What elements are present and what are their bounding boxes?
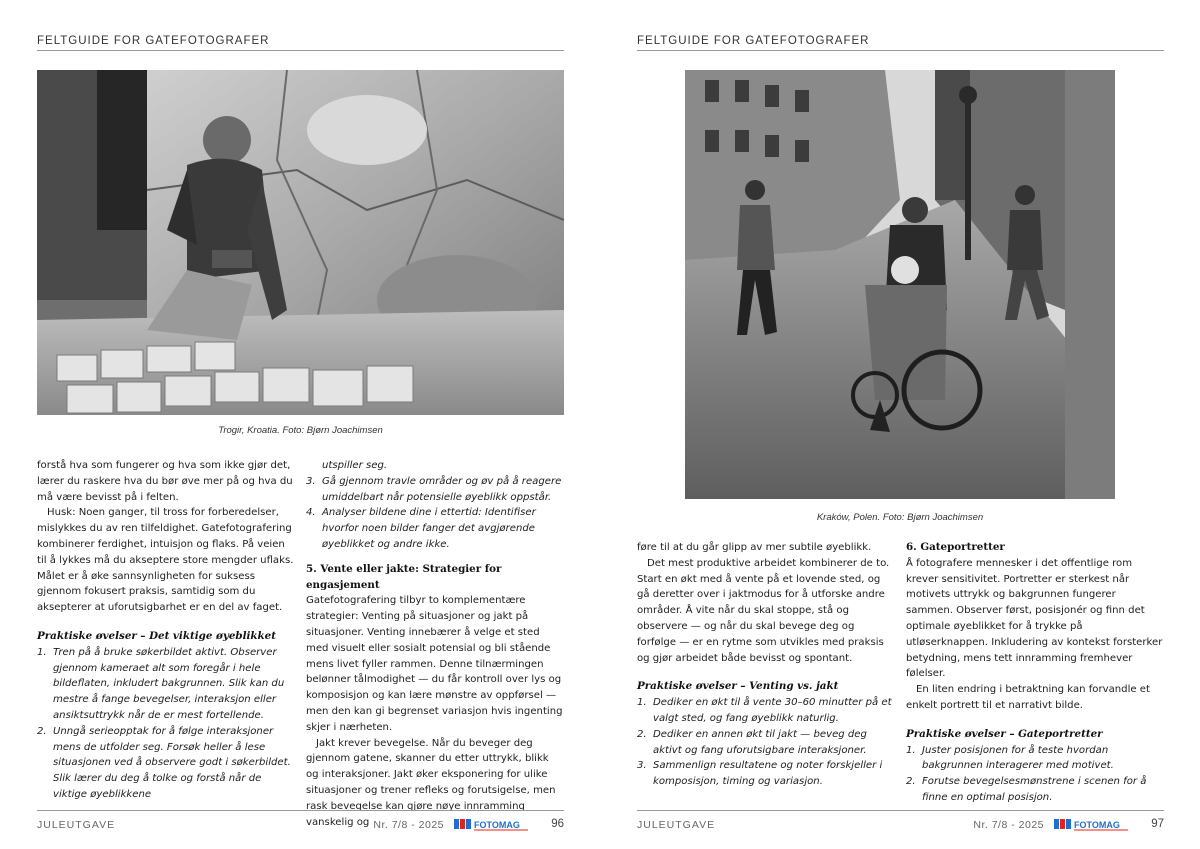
left-column-1 [37, 458, 295, 803]
list-item: 1. Juster posisjonen for å teste hvordan bakgrunnen interagerer med motivet. [906, 744, 1114, 772]
running-head: FELTGUIDE FOR GATEFOTOGRAFER [637, 35, 1164, 51]
right-column-1 [637, 540, 895, 790]
exercise-list [906, 743, 1164, 806]
right-column-2 [906, 531, 1164, 806]
list-item: 1. Dediker en økt til å vente 30–60 minutter på et valgt sted, og fang øyeblikk naturlig. [637, 697, 892, 724]
paragraph: forstå hva som fungerer og hva som ikke gjør det, lærer du raskere hva du bør øve mer på og hva du må være bevisst på i felten. [37, 460, 293, 503]
list-item: 3. Gå gjennom travle områder og øv på å reagere umiddelbart når potensielle øyeblikk oppstår. [306, 475, 562, 503]
photo-trogir [37, 70, 564, 415]
list-item: 4. Analyser bildene dine i ettertid: Identifiser hvorfor noen bilder fanger det avgjørende øyeblikket og andre ikke. [306, 507, 536, 550]
running-head: FELTGUIDE FOR GATEFOTOGRAFER [37, 35, 564, 51]
exercises-heading: Praktiske øvelser – Gateportretter [906, 727, 1103, 740]
photo-trogir-image [37, 70, 564, 415]
page-number: 96 [551, 818, 564, 830]
paragraph: Jakt krever bevegelse. Når du beveger deg gjennom gatene, skanner du etter uttrykk, blikk og interaksjoner. Jakt øker eksponering for ulike situasjoner og trener refleks og forutsigelse, men rask bevegelse kan gjøre nøye innramming vanskelig og [306, 737, 556, 828]
edition-label: JULEUTGAVE [37, 819, 116, 831]
list-item: 2. Dediker en annen økt til jakt — beveg deg aktivt og fang uforutsigbare interaksjoner. [637, 728, 867, 756]
page-footer [637, 810, 1164, 834]
section-heading: 6. Gateportretter [906, 541, 1005, 553]
svg-text:FOTOMAG: FOTOMAG [474, 820, 520, 830]
section-heading: 5. Vente eller jakte: Strategier for engasjement [306, 562, 502, 591]
paragraph: Å fotografere mennesker i det offentlige rom krever sensitivitet. Portretter er sterkest når motivets uttrykk og bakgrunnen fungerer sammen. Observer først, posisjonér og finn det optimale øyeblikket for å trykke på utløserknappen. Inkludering av kontekst forsterker betydning, mens tett innramming fremhever følelser. [906, 557, 1163, 680]
issue-label: Nr. 7/8 - 2025 [973, 819, 1044, 831]
paragraph: En liten endring i betraktning kan forvandle et enkelt portrett til et narrativt bilde. [906, 684, 1150, 711]
list-item: 2. Unngå serieopptak for å følge interaksjoner mens de utfolder seg. Forsøk heller å lese situasjonen ved å observere godt i søkerbildet. Slik lærer du deg å tolke og forstå når de viktige øyeblikkene [37, 725, 291, 800]
photo-caption: Kraków, Polen. Foto: Bjørn Joachimsen [816, 512, 984, 523]
right-page [600, 0, 1200, 849]
photo-caption: Trogir, Kroatia. Foto: Bjørn Joachimsen [218, 425, 383, 436]
exercises-heading: Praktiske øvelser – Venting vs. jakt [637, 680, 839, 693]
page-number: 97 [1151, 818, 1164, 830]
issue-label: Nr. 7/8 - 2025 [373, 819, 444, 831]
paragraph: Husk: Noen ganger, til tross for forberedelser, mislykkes du av ren tilfeldighet. Gatefotografering kombinerer ferdighet, intuisjon og flaks. På veien til å lykkes må du akseptere store mengder uflaks. Målet er å øke sannsynligheten for suksess gjennom fokusert praksis, samtidig som du aksepterer at uforutsigbarhet er en del av faget. [37, 507, 294, 614]
page-footer [37, 810, 564, 834]
list-item: 1. Tren på å bruke søkerbildet aktivt. Observer gjennom kameraet alt som foregår i hele bildeflaten, inkludert bakgrunnen. Slik kan du mestre å fange bevegelser, interaksjon eller ansiktsuttrykk når de er mest fortellende. [37, 646, 285, 721]
photo-krakow-image [685, 70, 1115, 499]
paragraph: Det mest produktive arbeidet kombinerer de to. Start en økt med å vente på et lovende sted, og gå deretter over i jaktmodus for å utforske andre områder. Å vite når du skal stoppe, stå og observere — og når du skal bevege deg og forfølge — er en rytme som utvikles med praksis og gjør arbeidet både bevisst og spontant. [637, 557, 890, 664]
photo-krakow [685, 70, 1115, 499]
paragraph: føre til at du går glipp av mer subtile øyeblikk. [637, 542, 872, 553]
exercise-list [37, 645, 295, 803]
list-item: 3. Sammenlign resultatene og noter forskjeller i komposisjon, timing og variasjon. [637, 760, 883, 788]
exercises-heading: Praktiske øvelser – Det viktige øyeblikket [37, 629, 276, 642]
left-column-2 [306, 458, 564, 830]
list-item: 2. Forutse bevegelsesmønstrene i scenen for å finne en optimal posisjon. [906, 776, 1147, 803]
fotomag-logo [454, 817, 530, 831]
edition-label: JULEUTGAVE [637, 819, 716, 831]
svg-text:FOTOMAG: FOTOMAG [1074, 820, 1120, 830]
exercise-list [637, 695, 895, 790]
list-item-continued: utspiller seg. [322, 460, 388, 471]
paragraph: Gatefotografering tilbyr to komplementære strategier: Venting på situasjoner og jakt på situasjoner. Venting innebærer å velge et sted med visuelt eller sosialt potensial og bli stående mens livet fyller rammen. Denne tilnærmingen belønner tålmodighet — du får kontroll over lys og komposisjon og kan lære mønstre av oppførsel — men den kan gi begrenset variasjon hvis ingenting skjer i nærheten. [306, 595, 563, 733]
exercise-list [306, 458, 564, 553]
fotomag-logo [1054, 817, 1130, 831]
